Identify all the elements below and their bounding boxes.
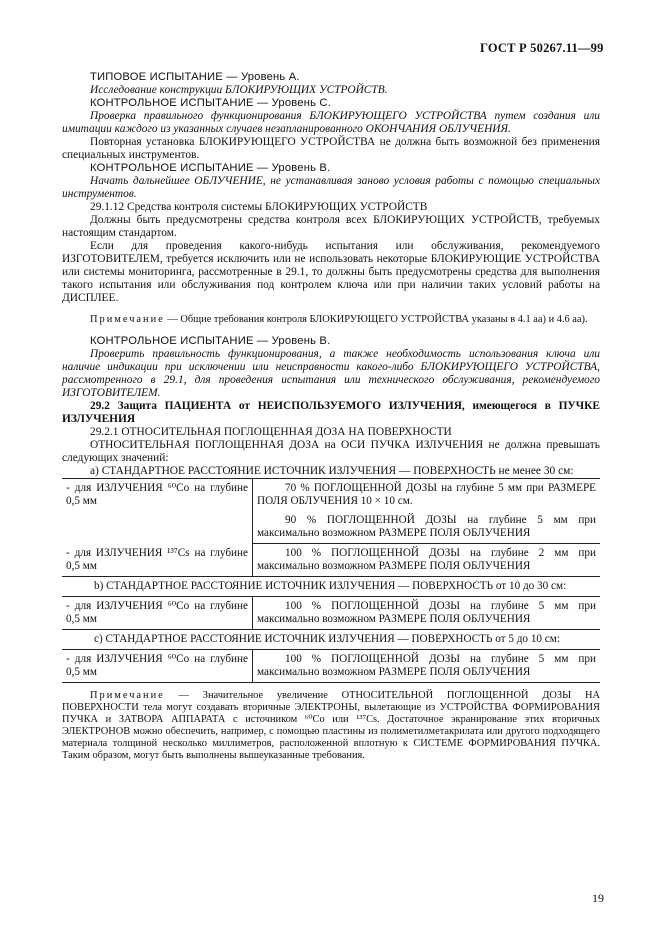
note-2-label: Примечание: [90, 690, 165, 701]
note-2-text: — Значительное увеличение ОТНОСИТЕЛЬНОЙ ПОГЛОЩЕННОЙ ДОЗЫ НА ПОВЕРХНОСТИ тела могут создавать вторичные ЭЛЕКТРОНЫ, вылетающие из УСТРОЙСТВА ФОРМИРОВАНИЯ ПУЧКА и ЗАТВОРА АППАРАТА с источником ⁶⁰Со или ¹³⁷Cs. Достаточное экранирование этих вторичных ЭЛЕКТРОНОВ можно обеспечить, например, с помощью пластины из полиметилметакрилата или другого подходящего материала толщиной несколько миллиметров, расположенной вплотную к СИСТЕМЕ ФОРМИРОВАНИЯ ПУЧКА. Таким образом, могут быть выполнены вышеуказанные требования.: [62, 690, 600, 761]
page-header: ГОСТ Р 50267.11—99: [480, 41, 604, 55]
a-cs-right: 100 % ПОГЛОЩЕННОЙ ДОЗЫ на глубине 2 мм при максимально возможном РАЗМЕРЕ ПОЛЯ ОБЛУЧЕНИЯ: [253, 544, 601, 577]
clause-29-1-12: 29.1.12 Средства контроля системы БЛОКИРУЮЩИХ УСТРОЙСТВ: [90, 201, 428, 213]
page-number: 19: [592, 891, 604, 905]
type-test-level-a: ТИПОВОЕ ИСПЫТАНИЕ — Уровень А.: [90, 71, 300, 83]
note-1: [62, 314, 600, 326]
a-co-right-2: 90 % ПОГЛОЩЕННОЙ ДОЗЫ на глубине 5 мм при максимально возможном РАЗМЕРЕ ПОЛЯ ОБЛУЧЕНИЯ: [253, 511, 601, 544]
c-co-right: 100 % ПОГЛОЩЕННОЙ ДОЗЫ на глубине 5 мм при максимально возможном РАЗМЕРЕ ПОЛЯ ОБЛУЧЕНИЯ: [253, 650, 601, 683]
routine-test-level-b-2: КОНТРОЛЬНОЕ ИСПЫТАНИЕ — Уровень В.: [90, 335, 331, 347]
design-investigation: Исследование конструкции БЛОКИРУЮЩИХ УСТРОЙСТВ.: [90, 84, 388, 96]
c-head: с) СТАНДАРТНОЕ РАССТОЯНИЕ ИСТОЧНИК ИЗЛУЧЕНИЯ — ПОВЕРХНОСТЬ от 5 до 10 см:: [62, 630, 600, 650]
c-co-left: - для ИЗЛУЧЕНИЯ ⁶⁰Со на глубине 0,5 мм: [62, 650, 253, 683]
dose-limit-intro: ОТНОСИТЕЛЬНАЯ ПОГЛОЩЕННАЯ ДОЗА на ОСИ ПУЧКА ИЗЛУЧЕНИЯ не должна превышать следующих значений:: [62, 439, 600, 464]
note-1-label: Примечание: [90, 314, 165, 325]
dose-table: [62, 478, 600, 683]
document-body: [62, 71, 600, 762]
check-correct-function: Проверить правильность функционирования, а также необходимость использования ключа или наличие индикации при исключении или неисправности какого-либо БЛОКИРУЮЩЕГО УСТРОЙСТВА, рассмотренного в 29.1, для проведения испытания или технического обслуживания, рекомендуемого ИЗГОТОВИТЕЛЕМ.: [62, 348, 600, 399]
b-co-right: 100 % ПОГЛОЩЕННОЙ ДОЗЫ на глубине 5 мм при максимально возможном РАЗМЕРЕ ПОЛЯ ОБЛУЧЕНИЯ: [253, 597, 601, 630]
b-co-left: - для ИЗЛУЧЕНИЯ ⁶⁰Со на глубине 0,5 мм: [62, 597, 253, 630]
section-29-2: 29.2 Защита ПАЦИЕНТА от НЕИСПОЛЬЗУЕМОГО ИЗЛУЧЕНИЯ, имеющегося в ПУЧКЕ ИЗЛУЧЕНИЯ: [62, 400, 600, 425]
item-a-head: а) СТАНДАРТНОЕ РАССТОЯНИЕ ИСТОЧНИК ИЗЛУЧЕНИЯ — ПОВЕРХНОСТЬ не менее 30 см:: [90, 465, 574, 477]
note-2: [62, 690, 600, 762]
means-of-checking: Должны быть предусмотрены средства контроля всех БЛОКИРУЮЩИХ УСТРОЙСТВ, требуемых настоящим стандартом.: [62, 214, 600, 239]
a-co-right-1: 70 % ПОГЛОЩЕННОЙ ДОЗЫ на глубине 5 мм при РАЗМЕРЕ ПОЛЯ ОБЛУЧЕНИЯ 10 × 10 см.: [253, 479, 601, 512]
a-co-left: - для ИЗЛУЧЕНИЯ ⁶⁰Со на глубине 0,5 мм: [62, 479, 253, 544]
b-head: b) СТАНДАРТНОЕ РАССТОЯНИЕ ИСТОЧНИК ИЗЛУЧЕНИЯ — ПОВЕРХНОСТЬ от 10 до 30 см:: [62, 577, 600, 597]
section-29-2-1: 29.2.1 ОТНОСИТЕЛЬНАЯ ПОГЛОЩЕННАЯ ДОЗА НА ПОВЕРХНОСТИ: [90, 426, 452, 438]
routine-test-level-b: КОНТРОЛЬНОЕ ИСПЫТАНИЕ — Уровень В.: [90, 162, 331, 174]
start-irradiation-note: Начать дальнейшее ОБЛУЧЕНИЕ, не устанавливая заново условия работы с помощью специальных инструментов.: [62, 175, 600, 200]
override-requirement: Если для проведения какого-нибудь испытания или обслуживания, рекомендуемого ИЗГОТОВИТЕЛЕМ, требуется исключить или не использовать некоторые БЛОКИРУЮЩИЕ УСТРОЙСТВА или системы мониторинга, рассмотренные в 29.1, то должны быть предусмотрены средства для выполнения такого испытания или обслуживания под контролем ключа или при наличии таких условий работы на ДИСПЛЕЕ.: [62, 240, 600, 304]
routine-test-level-c: КОНТРОЛЬНОЕ ИСПЫТАНИЕ — Уровень С.: [90, 97, 331, 109]
reset-note: Повторная установка БЛОКИРУЮЩЕГО УСТРОЙСТВА не должна быть возможной без применения специальных инструментов.: [62, 136, 600, 161]
note-1-text: — Общие требования контроля БЛОКИРУЮЩЕГО УСТРОЙСТВА указаны в 4.1 аа) и 4.6 аа).: [164, 314, 588, 325]
a-cs-left: - для ИЗЛУЧЕНИЯ ¹³⁷Cs на глубине 0,5 мм: [62, 544, 253, 577]
check-interlock-function: Проверка правильного функционирования БЛОКИРУЮЩЕГО УСТРОЙСТВА путем создания или имитации каждого из указанных случаев незапланированного ОКОНЧАНИЯ ОБЛУЧЕНИЯ.: [62, 110, 600, 135]
